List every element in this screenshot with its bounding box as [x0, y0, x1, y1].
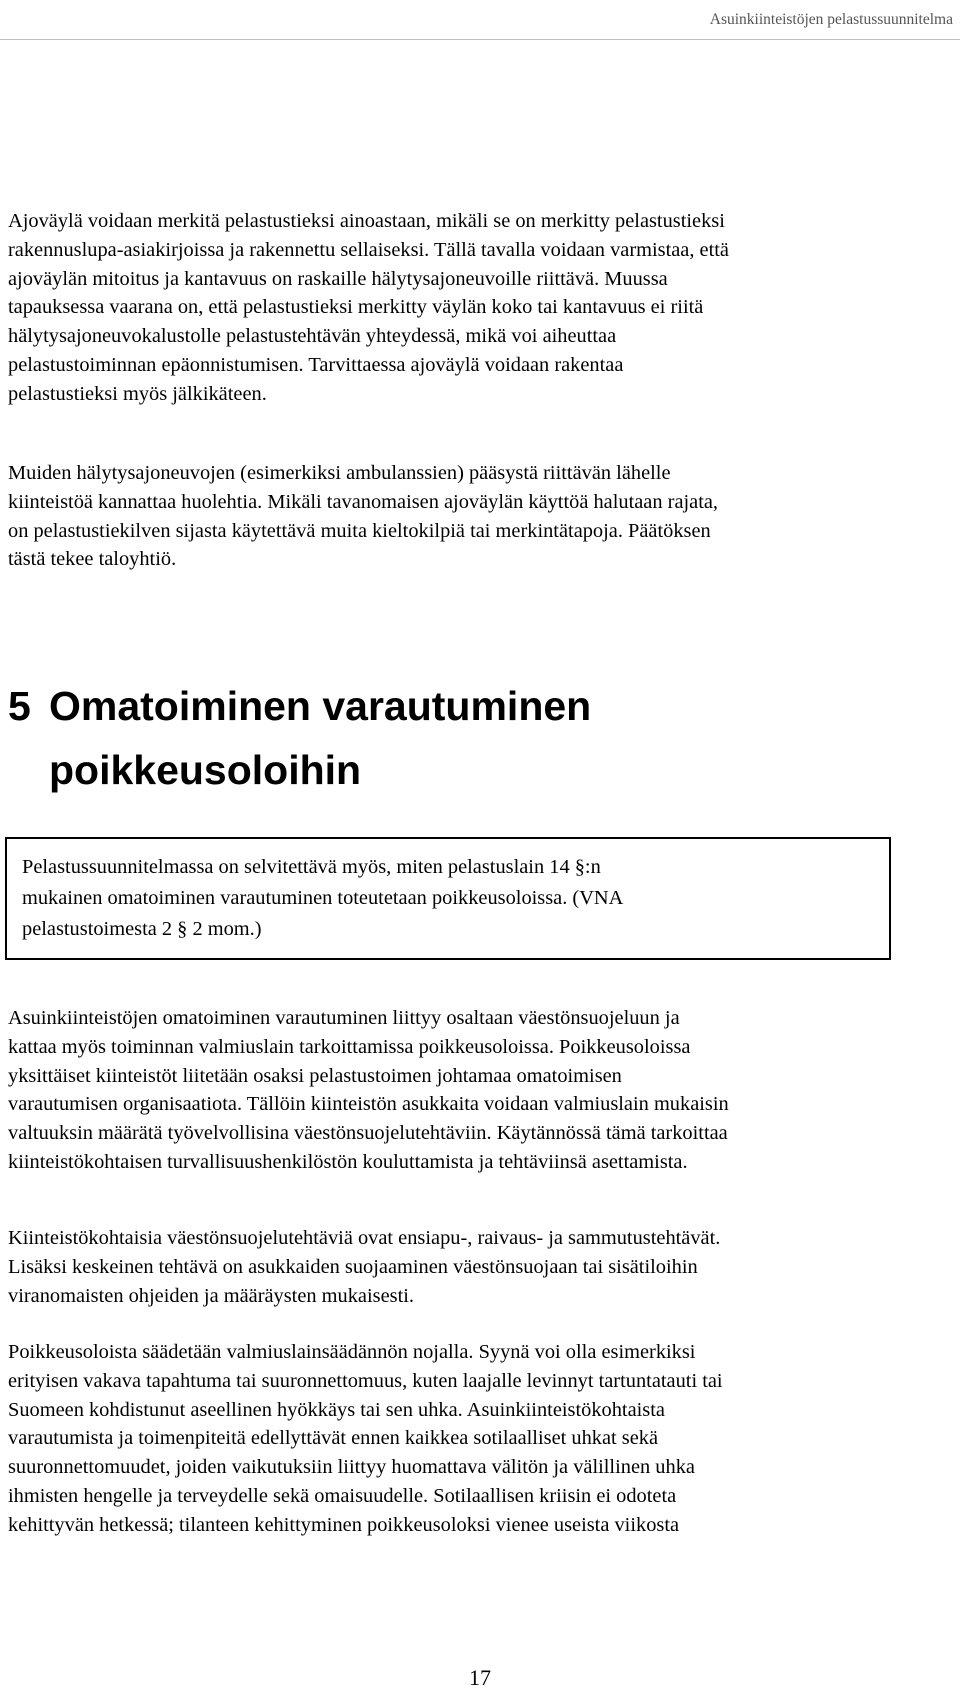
paragraph-line: kehittyvän hetkessä; tilanteen kehittyminen poikkeusoloksi vienee useista viikosta — [8, 1513, 680, 1536]
paragraph-line: ajoväylän mitoitus ja kantavuus on raskaille hälytysajoneuvoille riittävä. Muussa — [8, 267, 668, 290]
notice-line: Pelastussuunnitelmassa on selvitettävä myös, miten pelastuslain 14 §:n — [22, 856, 601, 878]
paragraph-line: kiinteistöä kannattaa huolehtia. Mikäli tavanomaisen ajoväylän käyttöä halutaan rajata, — [8, 490, 719, 513]
paragraph-line: Ajoväylä voidaan merkitä pelastustieksi ainoastaan, mikäli se on merkitty pelastustieksi — [8, 210, 725, 232]
section-number: 5 — [8, 683, 31, 729]
page-number: 17 — [469, 1665, 491, 1690]
paragraph-emergency-vehicles — [8, 459, 953, 574]
paragraph-line: tästä tekee taloyhtiö. — [8, 548, 177, 571]
regulation-notice-box — [5, 837, 891, 960]
notice-line: mukainen omatoiminen varautuminen toteutetaan poikkeusoloissa. (VNA — [22, 886, 624, 909]
paragraph-line: varautumista ja toimenpiteitä edellyttävät ennen kaikkea sotilaalliset uhkat sekä — [8, 1427, 659, 1450]
paragraph-line: on pelastustiekilven sijasta käytettävä muita kieltokilpiä tai merkintätapoja. Päätöksen — [8, 519, 711, 542]
paragraph-line: Poikkeusoloista säädetään valmiuslainsäädännön nojalla. Syynä voi olla esimerkiksi — [8, 1341, 696, 1363]
section-title-line-1: Omatoiminen varautuminen — [49, 683, 592, 729]
paragraph-line: Lisäksi keskeinen tehtävä on asukkaiden suojaaminen väestönsuojaan tai sisätiloihin — [8, 1255, 698, 1278]
paragraph-line: rakennuslupa-asiakirjoissa ja rakennettu sellaiseksi. Tällä tavalla voidaan varmistaa, että — [8, 238, 729, 261]
paragraph-line: Kiinteistökohtaisia väestönsuojelutehtäviä ovat ensiapu-, raivaus- ja sammutustehtävät. — [8, 1227, 721, 1249]
regulation-notice-text — [22, 852, 623, 944]
paragraph-line: tapauksessa vaarana on, että pelastustieksi merkitty väylän koko tai kantavuus ei riitä — [8, 296, 704, 319]
paragraph-line: ihmisten hengelle ja terveydelle sekä omaisuudelle. Sotilaallisen kriisin ei odoteta — [8, 1484, 677, 1507]
paragraph-line: hälytysajoneuvokalustolle pelastustehtävän yhteydessä, mikä voi aiheuttaa — [8, 325, 617, 348]
heading-line-2 — [8, 747, 361, 793]
paragraph-line: Suomeen kohdistunut aseellinen hyökkäys tai sen uhka. Asuinkiinteistökohtaista — [8, 1398, 665, 1421]
paragraph-line: yksittäiset kiinteistöt liitetään osaksi pelastustoimen johtamaa omatoimisen — [8, 1064, 622, 1087]
paragraph-line: kattaa myös toiminnan valmiuslain tarkoittamissa poikkeusoloissa. Poikkeusoloissa — [8, 1035, 691, 1058]
paragraph-line: kiinteistökohtaisen turvallisuushenkilöstön kouluttamista ja tehtäviinsä asettamista. — [8, 1150, 688, 1173]
paragraph-line: erityisen vakava tapahtuma tai suuronnettomuus, kuten laajalle levinnyt tartuntatauti tai — [8, 1369, 723, 1392]
paragraph-exceptional-conditions — [8, 1338, 953, 1540]
paragraph-line: suuronnettomuudet, joiden vaikutuksiin liittyy huomattava välitön ja välillinen uhka — [8, 1456, 695, 1479]
paragraph-line: varautumisen organisaatiota. Tällöin kiinteistön asukkaita voidaan valmiuslain mukaisin — [8, 1093, 729, 1116]
document-title: Asuinkiinteistöjen pelastussuunnitelma — [709, 11, 953, 28]
section-title-line-2: poikkeusoloihin — [49, 747, 362, 793]
paragraph-line: Muiden hälytysajoneuvojen (esimerkiksi ambulanssien) pääsystä riittävän lähelle — [8, 462, 671, 484]
paragraph-line: viranomaisten ohjeiden ja määräysten mukaisesti. — [8, 1284, 414, 1307]
paragraph-line: Asuinkiinteistöjen omatoiminen varautuminen liittyy osaltaan väestönsuojeluun ja — [8, 1007, 680, 1029]
paragraph-fire-lane — [8, 207, 953, 409]
heading-line-1 — [8, 683, 591, 729]
section-heading — [8, 674, 591, 802]
paragraph-property-tasks — [8, 1224, 953, 1310]
paragraph-line: pelastustieksi myös jälkikäteen. — [8, 382, 267, 405]
paragraph-line: pelastustoiminnan epäonnistumisen. Tarvittaessa ajoväylä voidaan rakentaa — [8, 353, 624, 376]
paragraph-civil-defence — [8, 1004, 953, 1177]
notice-line: pelastustoimesta 2 § 2 mom.) — [22, 917, 262, 940]
running-header — [0, 0, 960, 40]
paragraph-line: valtuuksin määrätä työvelvollisina väestönsuojelutehtäviin. Käytännössä tämä tarkoittaa — [8, 1122, 728, 1145]
